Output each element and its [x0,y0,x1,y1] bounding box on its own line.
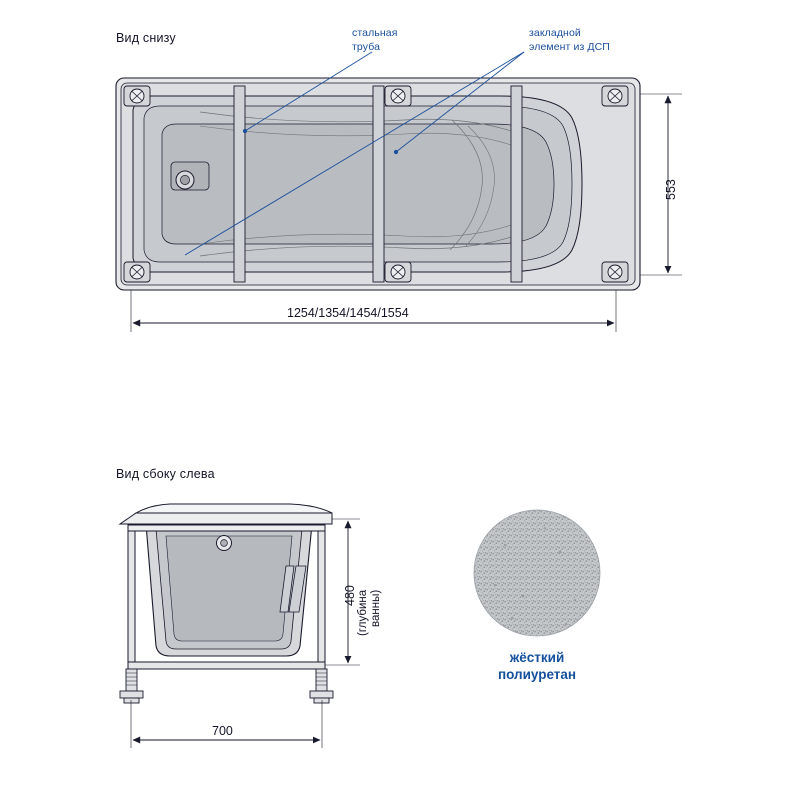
side-view-title: Вид сбоку слева [116,467,215,481]
callout-chipboard-line1: закладной [529,27,581,39]
dimension-480-note-line2: ванны) [370,589,382,627]
bottom-view-title: Вид снизу [116,31,176,45]
polyurethane-texture-swatch [474,510,600,636]
dimension-480-note-line1: (глубина [357,589,369,636]
material-label-line1: жёсткий [509,650,565,665]
callout-steel-pipe-line2: труба [352,41,381,53]
side-view-drawing [120,504,360,748]
bottom-view-drawing [116,52,682,332]
callout-steel-pipe-line1: стальная [352,27,398,39]
dimension-480-label: 480 [343,585,357,606]
material-label-line2: полиуретан [497,667,577,682]
callout-chipboard-line2: элемент из ДСП [529,41,610,53]
dimension-700-label: 700 [212,724,233,738]
dimension-553-label: 553 [664,179,678,200]
dimension-bottom-width-label: 1254/1354/1454/1554 [287,306,409,320]
